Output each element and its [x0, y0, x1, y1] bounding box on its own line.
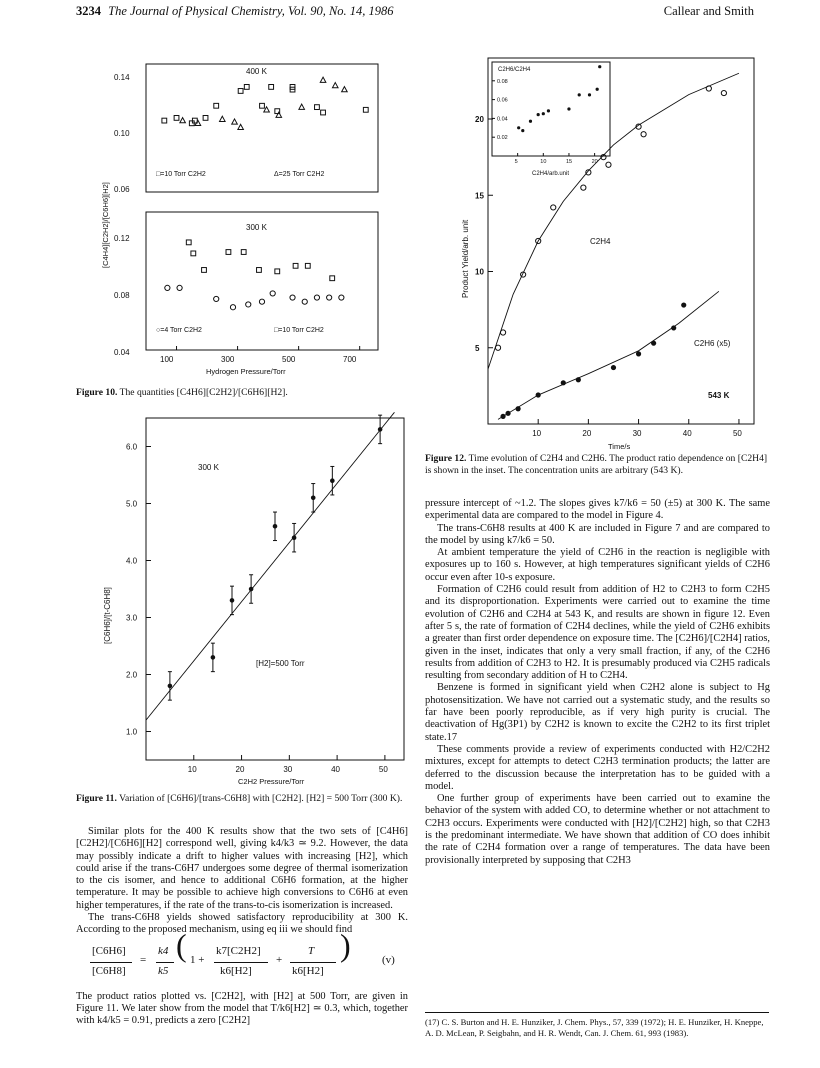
figure-12-label: Figure 12. [425, 453, 467, 464]
fig11-xtick-label: 40 [331, 765, 341, 774]
fig12-inset-ytick-label: 0.04 [497, 116, 508, 123]
fig12-ytick-label: 20 [475, 115, 484, 124]
fig11-ytick-label: 3.0 [126, 613, 138, 623]
right-paragraph-6: These comments provide a review of experiments conducted with H2/C2H2 mixtures, except for attempts to detect C2H3 termination products; the latter are deferred to the discussion because the interpretation has to be guided with a model. [425, 743, 770, 792]
fig10-panel2-series2-point [330, 276, 335, 281]
fig12-c2h4-point [495, 345, 500, 350]
eq-k-num: k4 [158, 944, 169, 957]
figure-11-caption [76, 793, 406, 805]
fig12-c2h4-point [581, 185, 586, 190]
eq-t1-bar [214, 962, 268, 963]
figure-12-caption [425, 453, 770, 476]
fig12-inset-point [542, 112, 545, 115]
footnote-references: (17) C. S. Burton and H. E. Hunziker, J. Chem. Phys., 57, 339 (1972); H. E. Hunziker, H. Kneppe, A. D. McLean, P. Seigbahn, and H. R. Wendt, Can. J. Chem. 61, 993 (1983). [425, 1012, 769, 1038]
fig12-ytick-label: 15 [475, 191, 484, 201]
fig10-panel2-series1-point [302, 299, 307, 304]
fig10-ytick-006: 0.06 [114, 185, 130, 194]
fig11-data-point [273, 524, 278, 529]
fig10-panel2-series2-point [186, 240, 191, 245]
fig10-panel1-series2-point [220, 116, 226, 121]
fig11-data-point [211, 655, 216, 660]
fig11-ytick-label: 2.0 [126, 670, 138, 680]
fig12-xlabel: Time/s [608, 442, 631, 451]
fig12-c2h6-point [561, 380, 566, 385]
fig10-panel1-series2-point [195, 120, 201, 125]
fig12-inset-xlabel: C2H4/arb.unit [532, 171, 570, 177]
fig10-panel1-series2-point [299, 104, 305, 109]
fig10-legend-top-left: □=10 Torr C2H2 [156, 171, 206, 178]
eq-paren-close: ) [340, 926, 351, 963]
fig10-panel2-series1-point [214, 296, 219, 301]
eq-k-bar [156, 962, 174, 963]
fig10-panel2-series1-point [339, 295, 344, 300]
right-paragraph-5: Benzene is formed in significant yield when C2H2 alone is subject to Hg photosensitization. We have not carried out a systematic study, and the results so far have been poorly reproducible, as if very high purity is crucial. The deactivation of Hg(3P1) by C2H2 is known to excite the C2H2 to its first triplet state.17 [425, 682, 770, 743]
fig10-panel2-series1-point [165, 285, 170, 290]
fig12-inset-point [567, 107, 570, 110]
running-header-left [76, 4, 394, 19]
eq-t1-num: k7[C2H2] [216, 944, 261, 957]
fig12-inset-point [588, 93, 591, 96]
fig10-xtick-700: 700 [343, 355, 357, 364]
fig12-c2h6-point [516, 406, 521, 411]
figure-11-label: Figure 11. [76, 793, 117, 804]
fig11-title: 300 K [198, 463, 219, 472]
fig10-panel2-series1-point [314, 295, 319, 300]
fig11-data-point [378, 427, 383, 432]
fig11-data-point [249, 587, 254, 592]
eq-lhs-den: [C6H8] [92, 964, 126, 977]
fig11-data-point [168, 684, 173, 689]
fig12-inset-point [529, 120, 532, 123]
fig12-xtick-label: 20 [582, 429, 592, 438]
figure-12-chart [448, 52, 780, 450]
left-paragraph-2: The trans-C6H8 yields showed satisfactory reproducibility at 300 K. According to the proposed mechanism, using eq iii we should find [76, 912, 408, 936]
fig12-c2h6-curve [498, 291, 719, 419]
fig11-data-point [330, 478, 335, 483]
fig12-xtick-label: 30 [632, 429, 642, 438]
fig11-ytick-label: 5.0 [126, 499, 138, 509]
fig12-c2h6-point [500, 414, 505, 419]
fig12-inset-ytick-label: 0.02 [497, 135, 508, 142]
fig11-xtick-label: 50 [378, 765, 388, 774]
fig11-data-point [230, 598, 235, 603]
fig10-panel1-series1-point [174, 115, 179, 120]
figure-10-caption [76, 387, 406, 399]
fig12-inset-ytick-label: 0.06 [497, 97, 508, 104]
fig10-panel2-series1-point [246, 302, 251, 307]
fig11-xlabel: C2H2 Pressure/Torr [238, 777, 305, 786]
right-paragraph-3: At ambient temperature the yield of C2H6 in the reaction is negligible with exposures up to 160 s. However, at high temperatures significant yields of C2H6 occur even after 10-s exposure. [425, 547, 770, 583]
fig10-panel1-series1-point [238, 89, 243, 94]
fig10-panel2-series1-point [270, 291, 275, 296]
fig12-c2h6-point [536, 392, 541, 397]
fig10-panel1-series1-point [244, 85, 249, 90]
figure-10-chart [74, 58, 404, 376]
fig10-panel1-series1-point [162, 118, 167, 123]
right-column-text [425, 498, 770, 867]
fig12-inset-point [598, 65, 601, 68]
fig12-inset-point [537, 113, 540, 116]
fig10-panel1-series1-point [203, 115, 208, 120]
fig12-c2h4-point [706, 86, 711, 91]
fig10-panel2-series2-point [191, 251, 196, 256]
fig10-panel1-series1-point [363, 107, 368, 112]
fig10-ytick-004: 0.04 [114, 348, 130, 357]
fig11-ytick-label: 4.0 [126, 556, 138, 566]
fig12-inset-point [547, 109, 550, 112]
fig10-xtick-300: 300 [221, 355, 235, 364]
fig11-data-point [311, 496, 316, 501]
fig10-panel2-series2-point [241, 250, 246, 255]
fig12-label-c2h6: C2H6 (x5) [694, 339, 731, 348]
fig12-inset-xtick-label: 15 [565, 159, 573, 165]
fig10-panel2-series2-point [305, 263, 310, 268]
fig10-panel1-series1-point [315, 105, 320, 110]
fig11-xtick-label: 30 [283, 765, 293, 774]
fig11-data-point [292, 535, 297, 540]
fig10-panel1-series2-point [276, 112, 282, 117]
fig10-panel1-series1-point [321, 110, 326, 115]
figure-12-caption-text: Time evolution of C2H4 and C2H6. The product ratio dependence on [C2H4] is shown in the inset. The concentration units are arbitrary (543 K). [425, 453, 768, 476]
fig10-legend-bottom-left: ○=4 Torr C2H2 [156, 327, 202, 334]
eq-lhs-num: [C6H6] [92, 944, 126, 957]
running-header-authors: Callear and Smith [663, 4, 754, 18]
figure-11-chart [74, 414, 404, 784]
fig10-panel2-series1-point [230, 305, 235, 310]
fig12-inset-xtick-label: 10 [540, 159, 547, 165]
eq-equals: = [140, 953, 147, 966]
fig12-c2h4-point [721, 90, 726, 95]
fig10-ytick-010: 0.10 [114, 129, 130, 138]
fig12-inset-xtick-label: 20 [591, 159, 598, 165]
eq-lhs-bar [90, 962, 132, 963]
eq-t2-bar [290, 962, 336, 963]
fig12-c2h6-point [636, 351, 641, 356]
fig12-inset-point [596, 88, 599, 91]
fig12-c2h6-point [671, 325, 676, 330]
fig10-panel1-series2-point [232, 119, 238, 124]
equation-v [76, 926, 408, 987]
fig11-annotation: [H2]=500 Torr [256, 659, 305, 668]
fig10-panel1-series1-point [269, 85, 274, 90]
figure-11-caption-text: Variation of [C6H6]/[trans-C6H8] with [C2H2]. [H2] = 500 Torr (300 K). [119, 793, 403, 804]
fig10-ylabel: [C4H4][C2H2]/[C6H6][H2] [101, 182, 110, 268]
eq-plus: + [276, 953, 283, 966]
fig11-ytick-label: 6.0 [126, 442, 138, 452]
fig12-xtick-label: 40 [682, 429, 692, 438]
fig12-inset-ytick-label: 0.08 [497, 78, 508, 85]
fig10-panel2-series2-point [202, 268, 207, 273]
left-paragraph-1: Similar plots for the 400 K results show that the two sets of [C4H6][C2H2]/[C6H6][H2] correspond well, giving k4/k3 ≃ 9.2. However, the data may possibly indicate a drift to higher values with increasing [H2], which could arise if the trans-C6H7 undergoes some degree of thermal isomerization to the cis isomer, and hence to additional C6H6 formation, at the higher temperature. It may be possible to achieve high conversions to C6H6 at even higher temperatures, if the rate of the trans-to-cis isomerization is increased. [76, 826, 408, 911]
fig11-xtick-label: 10 [187, 765, 197, 774]
fig12-ytick-label: 5 [475, 343, 480, 353]
fig12-ytick-label: 10 [475, 267, 484, 277]
page-number: 3234 [76, 4, 101, 18]
fig12-xtick-label: 50 [732, 429, 742, 438]
left-paragraph-3: The product ratios plotted vs. [C2H2], with [H2] at 500 Torr, are given in Figure 11. We later show from the model that T/k6[H2] ≃ 0.3, which, together with k4/k5 = 0.91, predicts a zero [C2H2] [76, 990, 408, 1027]
eq-one-plus: 1 + [190, 953, 205, 966]
eq-t2-den: k6[H2] [292, 964, 324, 977]
fig12-c2h4-point [606, 162, 611, 167]
right-paragraph-1: pressure intercept of ~1.2. The slopes gives k7/k6 = 50 (±5) at 300 K. The same experimental data are compared to the model in Figure 4. [425, 498, 770, 522]
left-column-text [76, 826, 408, 1028]
fig11-frame [146, 418, 404, 760]
fig12-inset-xtick-label: 5 [514, 159, 518, 165]
fig10-xlabel: Hydrogen Pressure/Torr [206, 367, 286, 376]
right-paragraph-2: The trans-C6H8 results at 400 K are included in Figure 7 and are compared to the model by using k7/k6 = 50. [425, 522, 770, 546]
fig10-panel2-series2-point [293, 263, 298, 268]
fig12-c2h4-point [500, 330, 505, 335]
right-paragraph-7: One further group of experiments have been carried out to examine the behavior of the system with added CO, to determine whether or not attachment to C2H3 occurs. Experiments were conducted with [H2]/[C2H2] high, so that C2H3 is the predominant intermediate. We have shown that addition of CO does inhibit the rate of C2H4 formation over a range of temperatures. The data have been provisionally interpreted by supposing that C2H3 [425, 793, 770, 866]
eq-number: (v) [382, 953, 395, 966]
fig12-xtick-label: 10 [532, 429, 542, 438]
fig11-ylabel: [C6H6]/[t-C6H8] [103, 587, 112, 644]
fig10-panel1-series1-point [214, 103, 219, 108]
fig12-label-c2h4: C2H4 [590, 237, 611, 246]
fig12-inset-point [517, 126, 520, 129]
eq-t1-den: k6[H2] [220, 964, 252, 977]
fig10-panel2-series1-point [327, 295, 332, 300]
fig10-panel2-series2-point [226, 250, 231, 255]
fig10-panel1-series2-point [180, 118, 186, 123]
fig10-panel2-series2-point [275, 269, 280, 274]
fig10-panel2-series1-point [177, 285, 182, 290]
fig10-ytick-008: 0.08 [114, 291, 130, 300]
eq-paren-open: ( [176, 926, 187, 963]
fig12-ylabel: Product Yield/arb. unit [461, 219, 470, 298]
fig10-panel2-series2-point [257, 268, 262, 273]
eq-t2-num: T [308, 944, 315, 957]
fig12-c2h6-point [505, 411, 510, 416]
fig10-legend-bottom-right: □=10 Torr C2H2 [274, 327, 324, 334]
fig12-c2h6-point [611, 365, 616, 370]
right-paragraph-4: Formation of C2H6 could result from addition of H2 to C2H3 to form C2H5 and its disproportionation. Experiments were carried out to examine the time evolution of C2H6 and C2H4 at 543 K, and results are shown in figure 12. Even after 5 s, the rate of formation of C2H4 declines, while the yield of C2H6 exhibits a greater than first order dependence on exposure time. The [C2H6]/[C2H4] ratios, given in the inset, indicates that only a very small fraction, if any, of the C2H6 results from addition of C2H3 to H2. It is presumably produced via C2H5 radicals resulting from secondary addition of H to C2H4. [425, 584, 770, 682]
fig10-panel1-series2-point [238, 124, 244, 129]
fig12-inset-point [578, 93, 581, 96]
fig12-inset-frame [492, 62, 610, 156]
fig11-xtick-label: 20 [235, 765, 245, 774]
fig10-legend-top-right: Δ=25 Torr C2H2 [274, 171, 325, 178]
fig12-inset-ylabel: C2H6/C2H4 [498, 67, 531, 73]
fig10-panel2-series1-point [290, 295, 295, 300]
fig10-panel1-series2-point [342, 87, 348, 92]
fig12-c2h4-point [551, 205, 556, 210]
figure-10-caption-text: The quantities [C4H6][C2H2]/[C6H6][H2]. [119, 387, 288, 398]
fig10-panel2-series1-point [259, 299, 264, 304]
fig12-c2h6-point [651, 341, 656, 346]
fig12-temp: 543 K [708, 391, 730, 400]
fig12-inset-point [521, 129, 524, 132]
fig12-c2h6-point [681, 302, 686, 307]
fig12-c2h6-point [576, 377, 581, 382]
journal-name: The Journal of Physical Chemistry, Vol. 90, No. 14, 1986 [108, 4, 394, 18]
fig10-panel1-series1-point [260, 103, 265, 108]
eq-k-den: k5 [158, 964, 169, 977]
fig10-xtick-100: 100 [160, 355, 174, 364]
fig10-ytick-014: 0.14 [114, 73, 130, 82]
fig10-top-title: 400 K [246, 67, 267, 76]
fig10-panel1-series2-point [320, 77, 326, 82]
fig11-ytick-label: 1.0 [126, 727, 138, 737]
fig11-fit-line [146, 412, 394, 720]
fig10-panel1-series2-point [332, 83, 338, 88]
fig10-bottom-title: 300 K [246, 223, 267, 232]
figure-10-label: Figure 10. [76, 387, 118, 398]
fig10-xtick-500: 500 [282, 355, 296, 364]
fig12-c2h4-point [641, 132, 646, 137]
fig10-ytick-012: 0.12 [114, 234, 130, 243]
